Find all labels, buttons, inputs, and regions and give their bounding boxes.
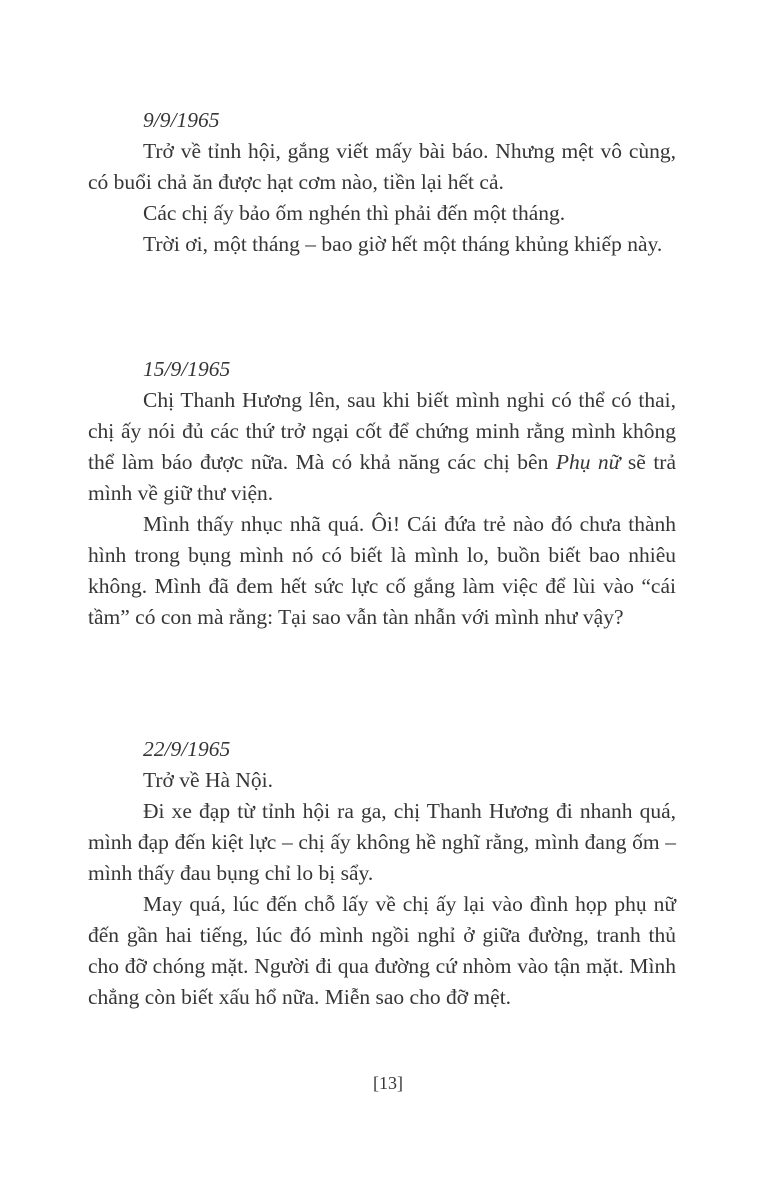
entry-paragraph: Mình thấy nhục nhã quá. Ôi! Cái đứa trẻ nào đó chưa thành hình trong bụng mình nó có biết là mình lo, buồn biết bao nhiêu không. Mình đã đem hết sức lực cố gắng làm việc để lùi vào “cái tầm” có con mà rằng: Tại sao vẫn tàn nhẫn với mình như vậy? — [88, 512, 676, 629]
paragraph-text: sẽ trả mình về giữ thư viện. — [88, 450, 676, 505]
entry-paragraph: Các chị ấy bảo ốm nghén thì phải đến một tháng. — [143, 201, 566, 225]
magazine-name-italic: Phụ nữ — [555, 450, 621, 474]
entry-date: 15/9/1965 — [143, 357, 231, 381]
paragraph-text: Chị Thanh Hương lên, sau khi biết mình nghi có thể có thai, chị ấy nói đủ các thứ trở ngại cốt để chứng minh rằng mình không thể làm báo được nữa. Mà có khả năng các chị bên — [88, 388, 676, 474]
entry-paragraph: Trời ơi, một tháng – bao giờ hết một tháng khủng khiếp này. — [143, 232, 663, 256]
entry-paragraph: Trở về tỉnh hội, gắng viết mấy bài báo. Nhưng mệt vô cùng, có buổi chả ăn được hạt cơm nào, tiền lại hết cả. — [88, 139, 676, 194]
entry-date: 22/9/1965 — [143, 737, 231, 761]
entry-paragraph — [88, 385, 676, 509]
entry-paragraph: May quá, lúc đến chỗ lấy về chị ấy lại vào đình họp phụ nữ đến gần hai tiếng, lúc đó mình ngồi nghỉ ở giữa đường, tranh thủ cho đỡ chóng mặt. Người đi qua đường cứ nhòm vào tận mặt. Mình chẳng còn biết xấu hổ nữa. Miễn sao cho đỡ mệt. — [88, 892, 676, 1009]
entry-date: 9/9/1965 — [143, 108, 220, 132]
entry-paragraph: Đi xe đạp từ tỉnh hội ra ga, chị Thanh Hương đi nhanh quá, mình đạp đến kiệt lực – chị ấy không hề nghĩ rằng, mình đang ốm – mình thấy đau bụng chỉ lo bị sẩy. — [88, 799, 676, 885]
page-body — [88, 0, 676, 1194]
diary-entry-1 — [88, 105, 676, 260]
page-number: [13] — [373, 1073, 403, 1093]
diary-entry-2 — [88, 354, 676, 633]
entry-paragraph: Trở về Hà Nội. — [143, 768, 274, 792]
diary-entry-3 — [88, 734, 676, 1013]
